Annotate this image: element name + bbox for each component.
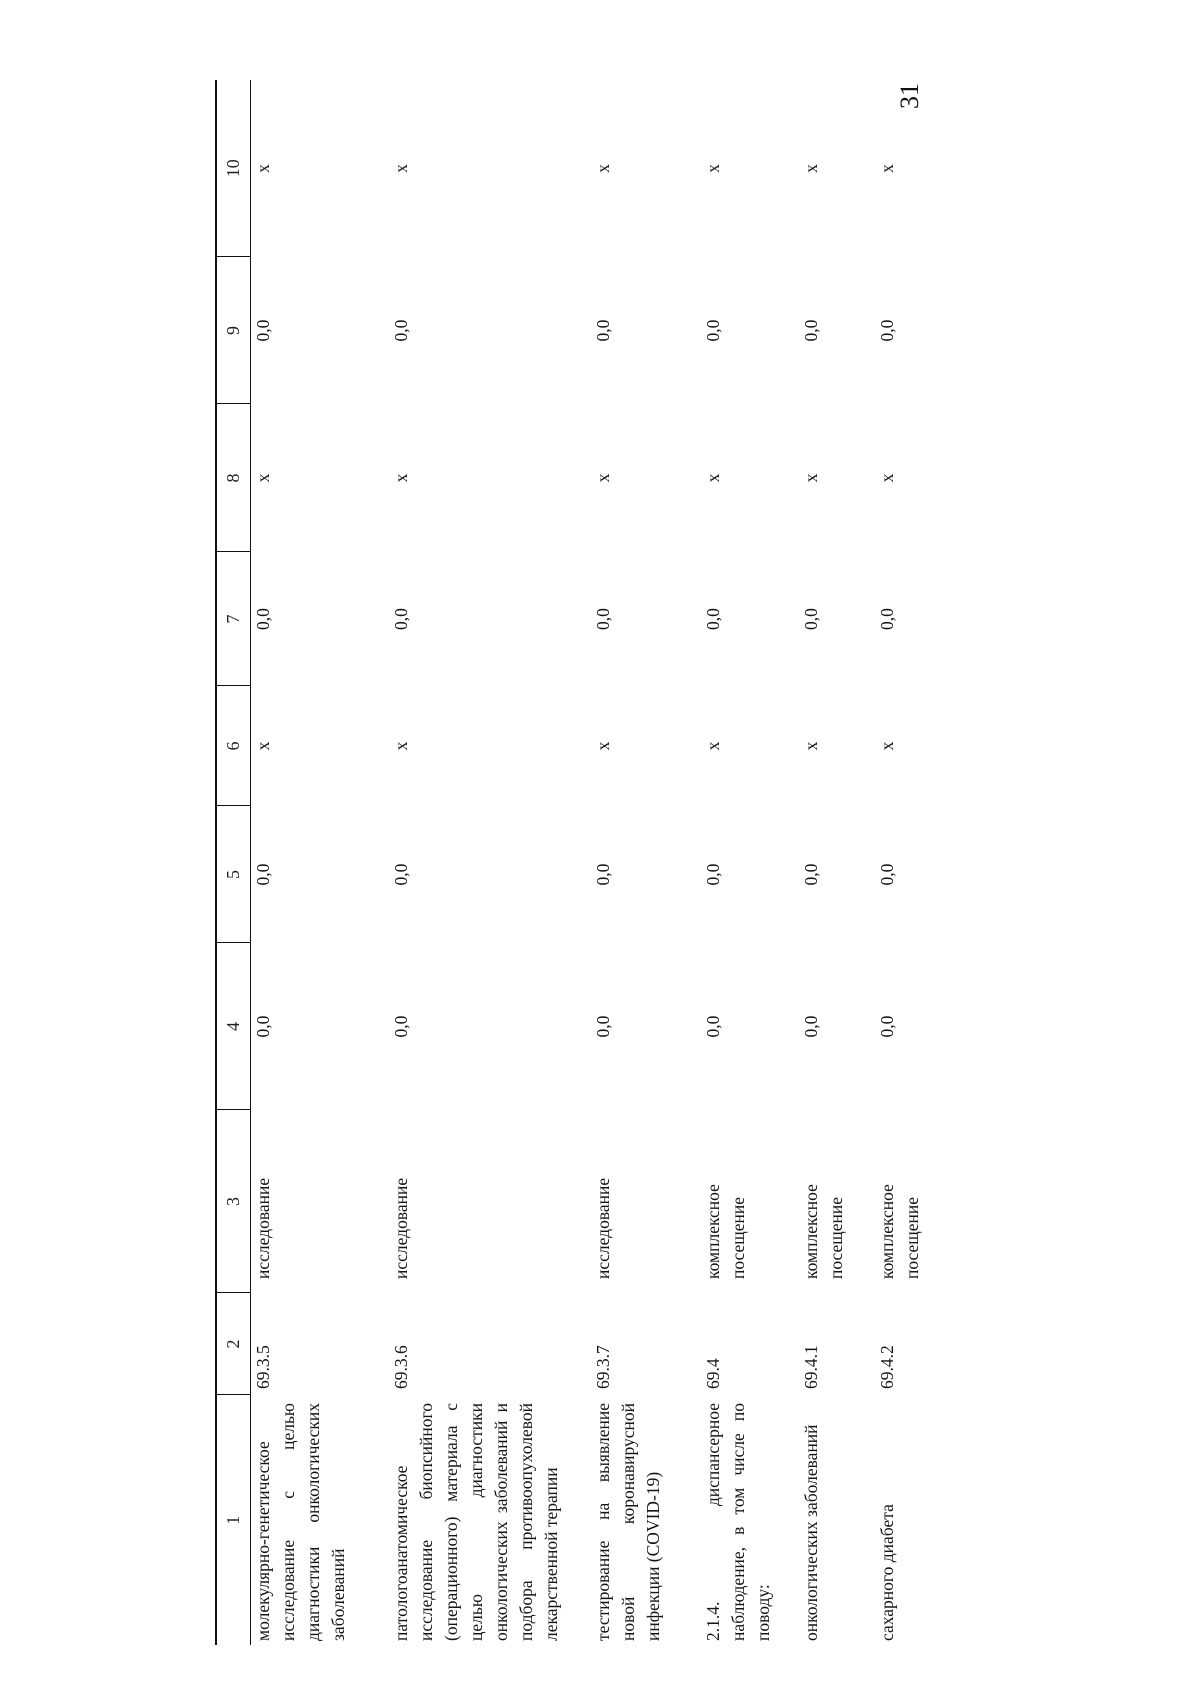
cell-col8: x — [391, 473, 411, 483]
cell-col7: 0,0 — [391, 608, 411, 630]
column-header: 10 — [216, 80, 251, 257]
data-table — [215, 80, 947, 1645]
cell-col4: 0,0 — [253, 1015, 273, 1038]
cell-col7: 0,0 — [877, 608, 897, 630]
header-row — [216, 80, 251, 1645]
column-header: 6 — [216, 686, 251, 806]
cell-col5: 0,0 — [703, 863, 723, 886]
cell-col9: 0,0 — [703, 319, 723, 342]
cell-col4: 0,0 — [703, 1015, 723, 1038]
cell-code: 69.4.1 — [801, 1345, 821, 1389]
cell-col10: x — [593, 164, 613, 173]
cell-code: 69.3.5 — [253, 1345, 273, 1389]
cell-name: молекулярно-генетическое исследование с целью диагностики онкологических заболеваний — [253, 1403, 348, 1641]
cell-unit: комплексное посещение — [703, 1184, 748, 1279]
cell-col6: x — [593, 741, 613, 751]
cell-col5: 0,0 — [593, 863, 613, 886]
table-row — [701, 80, 799, 1645]
cell-unit: комплексное посещение — [877, 1184, 922, 1279]
cell-col10: x — [253, 164, 273, 173]
cell-col8: x — [801, 473, 821, 483]
cell-col6: x — [391, 741, 411, 751]
column-header: 9 — [216, 257, 251, 404]
cell-col5: 0,0 — [801, 863, 821, 886]
cell-col7: 0,0 — [801, 608, 821, 630]
column-header: 7 — [216, 552, 251, 686]
cell-col6: x — [801, 741, 821, 751]
column-header: 1 — [216, 1395, 251, 1645]
cell-col5: 0,0 — [253, 863, 273, 886]
cell-col10: x — [801, 164, 821, 173]
cell-col6: x — [253, 741, 273, 751]
cell-col10: x — [391, 164, 411, 173]
cell-code: 69.4.2 — [877, 1345, 897, 1389]
cell-code: 69.3.7 — [593, 1345, 613, 1389]
cell-name: онкологических заболеваний — [801, 1424, 821, 1641]
cell-col5: 0,0 — [391, 863, 411, 886]
cell-col7: 0,0 — [593, 608, 613, 630]
cell-col4: 0,0 — [593, 1015, 613, 1038]
column-header: 3 — [216, 1110, 251, 1293]
cell-col8: x — [703, 473, 723, 483]
cell-col9: 0,0 — [391, 319, 411, 342]
cell-unit: исследование — [391, 1177, 411, 1279]
cell-col9: 0,0 — [801, 319, 821, 342]
cell-col9: 0,0 — [877, 319, 897, 342]
cell-unit: исследование — [593, 1177, 613, 1279]
column-header: 5 — [216, 806, 251, 943]
column-header: 2 — [216, 1293, 251, 1395]
cell-col4: 0,0 — [877, 1015, 897, 1038]
table-row — [799, 80, 875, 1645]
cell-col8: x — [253, 473, 273, 483]
cell-unit: комплексное посещение — [801, 1184, 846, 1279]
cell-col9: 0,0 — [253, 319, 273, 342]
cell-col8: x — [877, 473, 897, 483]
cell-name: 2.1.4. диспансерное наблюдение, в том числе по поводу: — [703, 1403, 773, 1641]
cell-unit: исследование — [253, 1177, 273, 1279]
cell-code: 69.3.6 — [391, 1345, 411, 1389]
rotated-page-content — [215, 80, 1005, 1645]
cell-col8: x — [593, 473, 613, 483]
cell-col7: 0,0 — [253, 608, 273, 630]
cell-col10: x — [877, 164, 897, 173]
cell-name: тестирование на выявление новой коронавирусной инфекции (COVID-19) — [593, 1403, 663, 1641]
page-number: 31 — [895, 83, 924, 109]
cell-col7: 0,0 — [703, 608, 723, 630]
table-row — [389, 80, 591, 1645]
cell-col10: x — [703, 164, 723, 173]
cell-code: 69.4 — [703, 1358, 723, 1389]
cell-col4: 0,0 — [391, 1015, 411, 1038]
column-header: 8 — [216, 404, 251, 552]
cell-col5: 0,0 — [877, 863, 897, 886]
cell-name: патологоанатомическое исследование биопсийного (операционного) материала с целью диагностики онкологических заболеваний и подбора противоопухолевой лекарственной терапии — [391, 1403, 561, 1641]
cell-col6: x — [703, 741, 723, 751]
table-row — [591, 80, 701, 1645]
cell-col6: x — [877, 741, 897, 751]
cell-name: сахарного диабета — [877, 1504, 897, 1641]
cell-col4: 0,0 — [801, 1015, 821, 1038]
cell-col9: 0,0 — [593, 319, 613, 342]
table-row — [875, 80, 947, 1645]
table-row — [251, 80, 390, 1645]
column-header: 4 — [216, 943, 251, 1110]
